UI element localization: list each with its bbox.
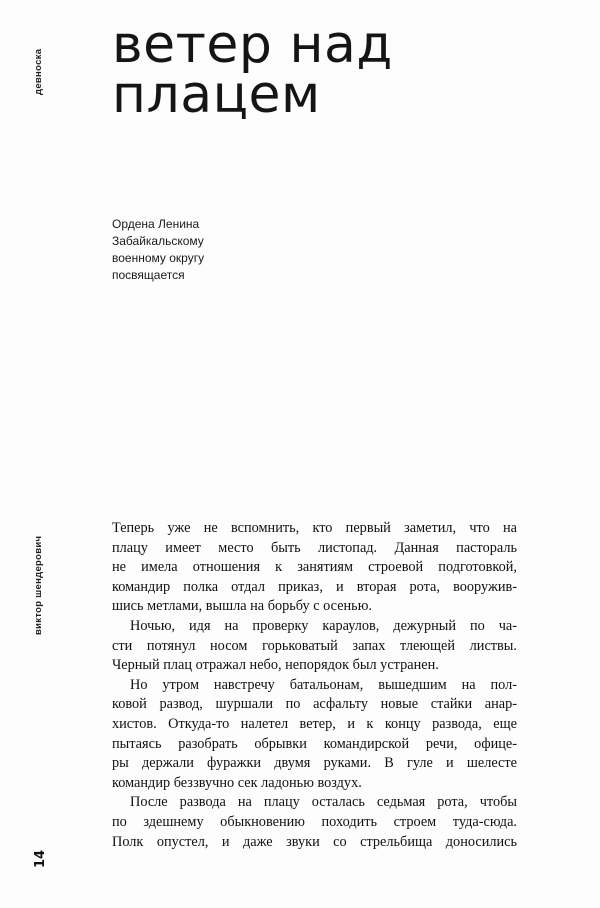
text-line: Ночью, идя на проверку караулов, дежурный по ча-	[130, 617, 517, 634]
text-line: сти потянул носом горьковатый запах тлеющей листвы.	[112, 637, 517, 654]
dedication-line: военному округу	[112, 251, 205, 265]
text-line: хистов. Откуда-то налетел ветер, и к концу развода, еще	[112, 715, 517, 732]
text-line: пытаясь разобрать обрывки командирской речи, офице-	[112, 735, 517, 752]
dedication-line: Ордена Ленина	[112, 217, 200, 231]
text-line: по здешнему обыкновению походить строем туда-сюда.	[112, 813, 517, 830]
page-number: 14	[33, 849, 48, 868]
text-line: Черный плац отражал небо, непорядок был устранен.	[112, 657, 439, 674]
text-line: шись метлами, вышла на борьбу с осенью.	[112, 598, 372, 615]
chapter-title	[112, 15, 552, 125]
dedication-line: посвящается	[112, 268, 185, 282]
chapter-title-line-1: ветер над	[112, 15, 393, 75]
text-line: Полк опустел, и даже звуки со стрельбища доносились	[112, 833, 517, 850]
author-name: виктор шендерович	[33, 535, 44, 635]
text-line: ры держали фуражки двумя руками. В гуле и шелесте	[112, 755, 517, 772]
text-line: Теперь уже не вспомнить, кто первый заметил, что на	[112, 520, 517, 536]
text-line: командир беззвучно сек ладонью воздух.	[112, 774, 362, 791]
dedication	[112, 216, 204, 284]
text-line: плацу имеет место быть листопад. Данная пастораль	[112, 539, 517, 556]
text-line: командир полка отдал приказ, и вторая рота, вооружив-	[112, 578, 517, 595]
text-line: Но утром навстречу батальонам, вышедшим на пол-	[130, 676, 517, 693]
dedication-line: Забайкальскому	[112, 234, 204, 248]
body-text	[112, 519, 517, 852]
chapter-title-line-2: плацем	[112, 65, 321, 125]
text-line: не имела отношения к занятиям строевой подготовкой,	[112, 559, 517, 576]
series-label: девноска	[33, 48, 44, 95]
text-line: ковой развод, шуршали по асфальту новые стайки анар-	[112, 696, 517, 713]
text-line: После развода на плацу осталась седьмая рота, чтобы	[130, 794, 517, 811]
